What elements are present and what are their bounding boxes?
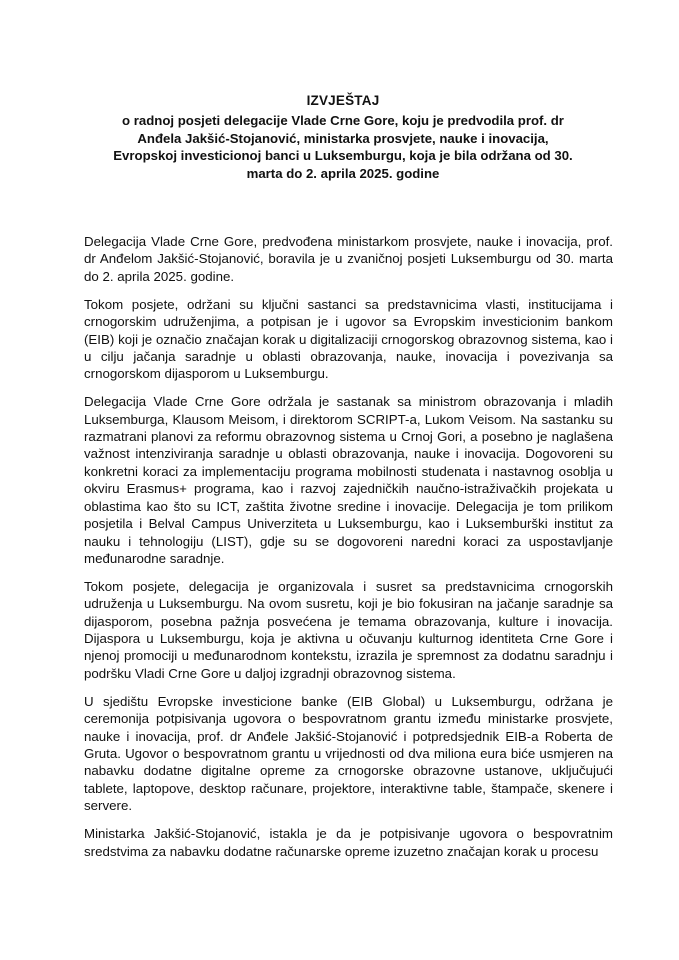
document-header	[110, 92, 576, 182]
document-subtitle: o radnoj posjeti delegacije Vlade Crne Gore, koju je predvodila prof. dr Anđela Jakšić-Stojanović, ministarka prosvjete, nauke i inovacija, Evropskoj investicionoj banci u Luksemburgu, koja je bila održana od 30. marta do 2. aprila 2025. godine	[113, 113, 573, 181]
paragraph-2: Tokom posjete, održani su ključni sastanci sa predstavnicima vlasti, institucijama i crnogorskim udruženjima, a potpisan je i ugovor sa Evropskim investicionim bankom (EIB) koji je označio značajan korak u digitalizaciji crnogorskog obrazovnog sistema, kao i u cilju jačanja saradnje u oblasti obrazovanja, nauke, inovacija i povezivanja sa crnogorskom dijasporom u Luksemburgu.	[84, 296, 613, 382]
document-body	[84, 233, 613, 870]
paragraph-1: Delegacija Vlade Crne Gore, predvođena ministarkom prosvjete, nauke i inovacija, prof. dr Anđelom Jakšić-Stojanović, boravila je u zvaničnoj posjeti Luksemburgu od 30. marta do 2. aprila 2025. godine.	[84, 234, 613, 284]
paragraph-6: Ministarka Jakšić-Stojanović, istakla je da je potpisivanje ugovora o bespovratnim sredstvima za nabavku dodatne računarske opreme izuzetno značajan korak u procesu	[84, 826, 613, 859]
paragraph-3: Delegacija Vlade Crne Gore održala je sastanak sa ministrom obrazovanja i mladih Luksemburga, Klausom Meisom, i direktorom SCRIPT-a, Lukom Veisom. Na sastanku su razmatrani planovi za reformu obrazovnog sistema u Crnoj Gori, a posebno je naglašena važnost intenziviranja saradnje u oblasti obrazovanja, nauke i inovacija. Dogovoreni su konkretni koraci za implementaciju programa mobilnosti studenata i nastavnog osoblja u okviru Erasmus+ programa, kao i razvoj zajedničkih naučno-istraživačkih projekata u oblastima kao što su ICT, zaštita životne sredine i inovacije. Delegacija je tom prilikom posjetila i Belval Campus Univerziteta u Luksemburgu, kao i Luksemburški institut za nauku i tehnologiju (LIST), gdje su se dogovoreni naredni koraci za uspostavljanje međunarodne saradnje.	[84, 394, 613, 566]
paragraph-5: U sjedištu Evropske investicione banke (EIB Global) u Luksemburgu, održana je ceremonija potpisivanja ugovora o bespovratnom grantu između ministarke prosvjete, nauke i inovacija, prof. dr Anđele Jakšić-Stojanović i potpredsjednik EIB-a Roberta de Gruta. Ugovor o bespovratnom grantu u vrijednosti od dva miliona eura biće usmjeren na nabavku dodatne digitalne opreme za crnogorske obrazovne ustanove, uključujući tablete, laptopove, desktop računare, projektore, interaktivne table, štampače, skenere i servere.	[84, 693, 613, 814]
paragraph-4: Tokom posjete, delegacija je organizovala i susret sa predstavnicima crnogorskih udruženja u Luksemburgu. Na ovom susretu, koji je bio fokusiran na jačanje saradnje sa dijasporom, posebna pažnja posvećena je temama obrazovanja, kulture i inovacija. Dijaspora u Luksemburgu, koja je aktivna u očuvanju kulturnog identiteta Crne Gore i njenoj promociji u međunarodnom kontekstu, izrazila je spremnost za dodatnu saradnju i podršku Vladi Crne Gore u daljoj izgradnji obrazovnog sistema.	[84, 578, 613, 681]
document-title: IZVJEŠTAJ	[306, 93, 380, 108]
